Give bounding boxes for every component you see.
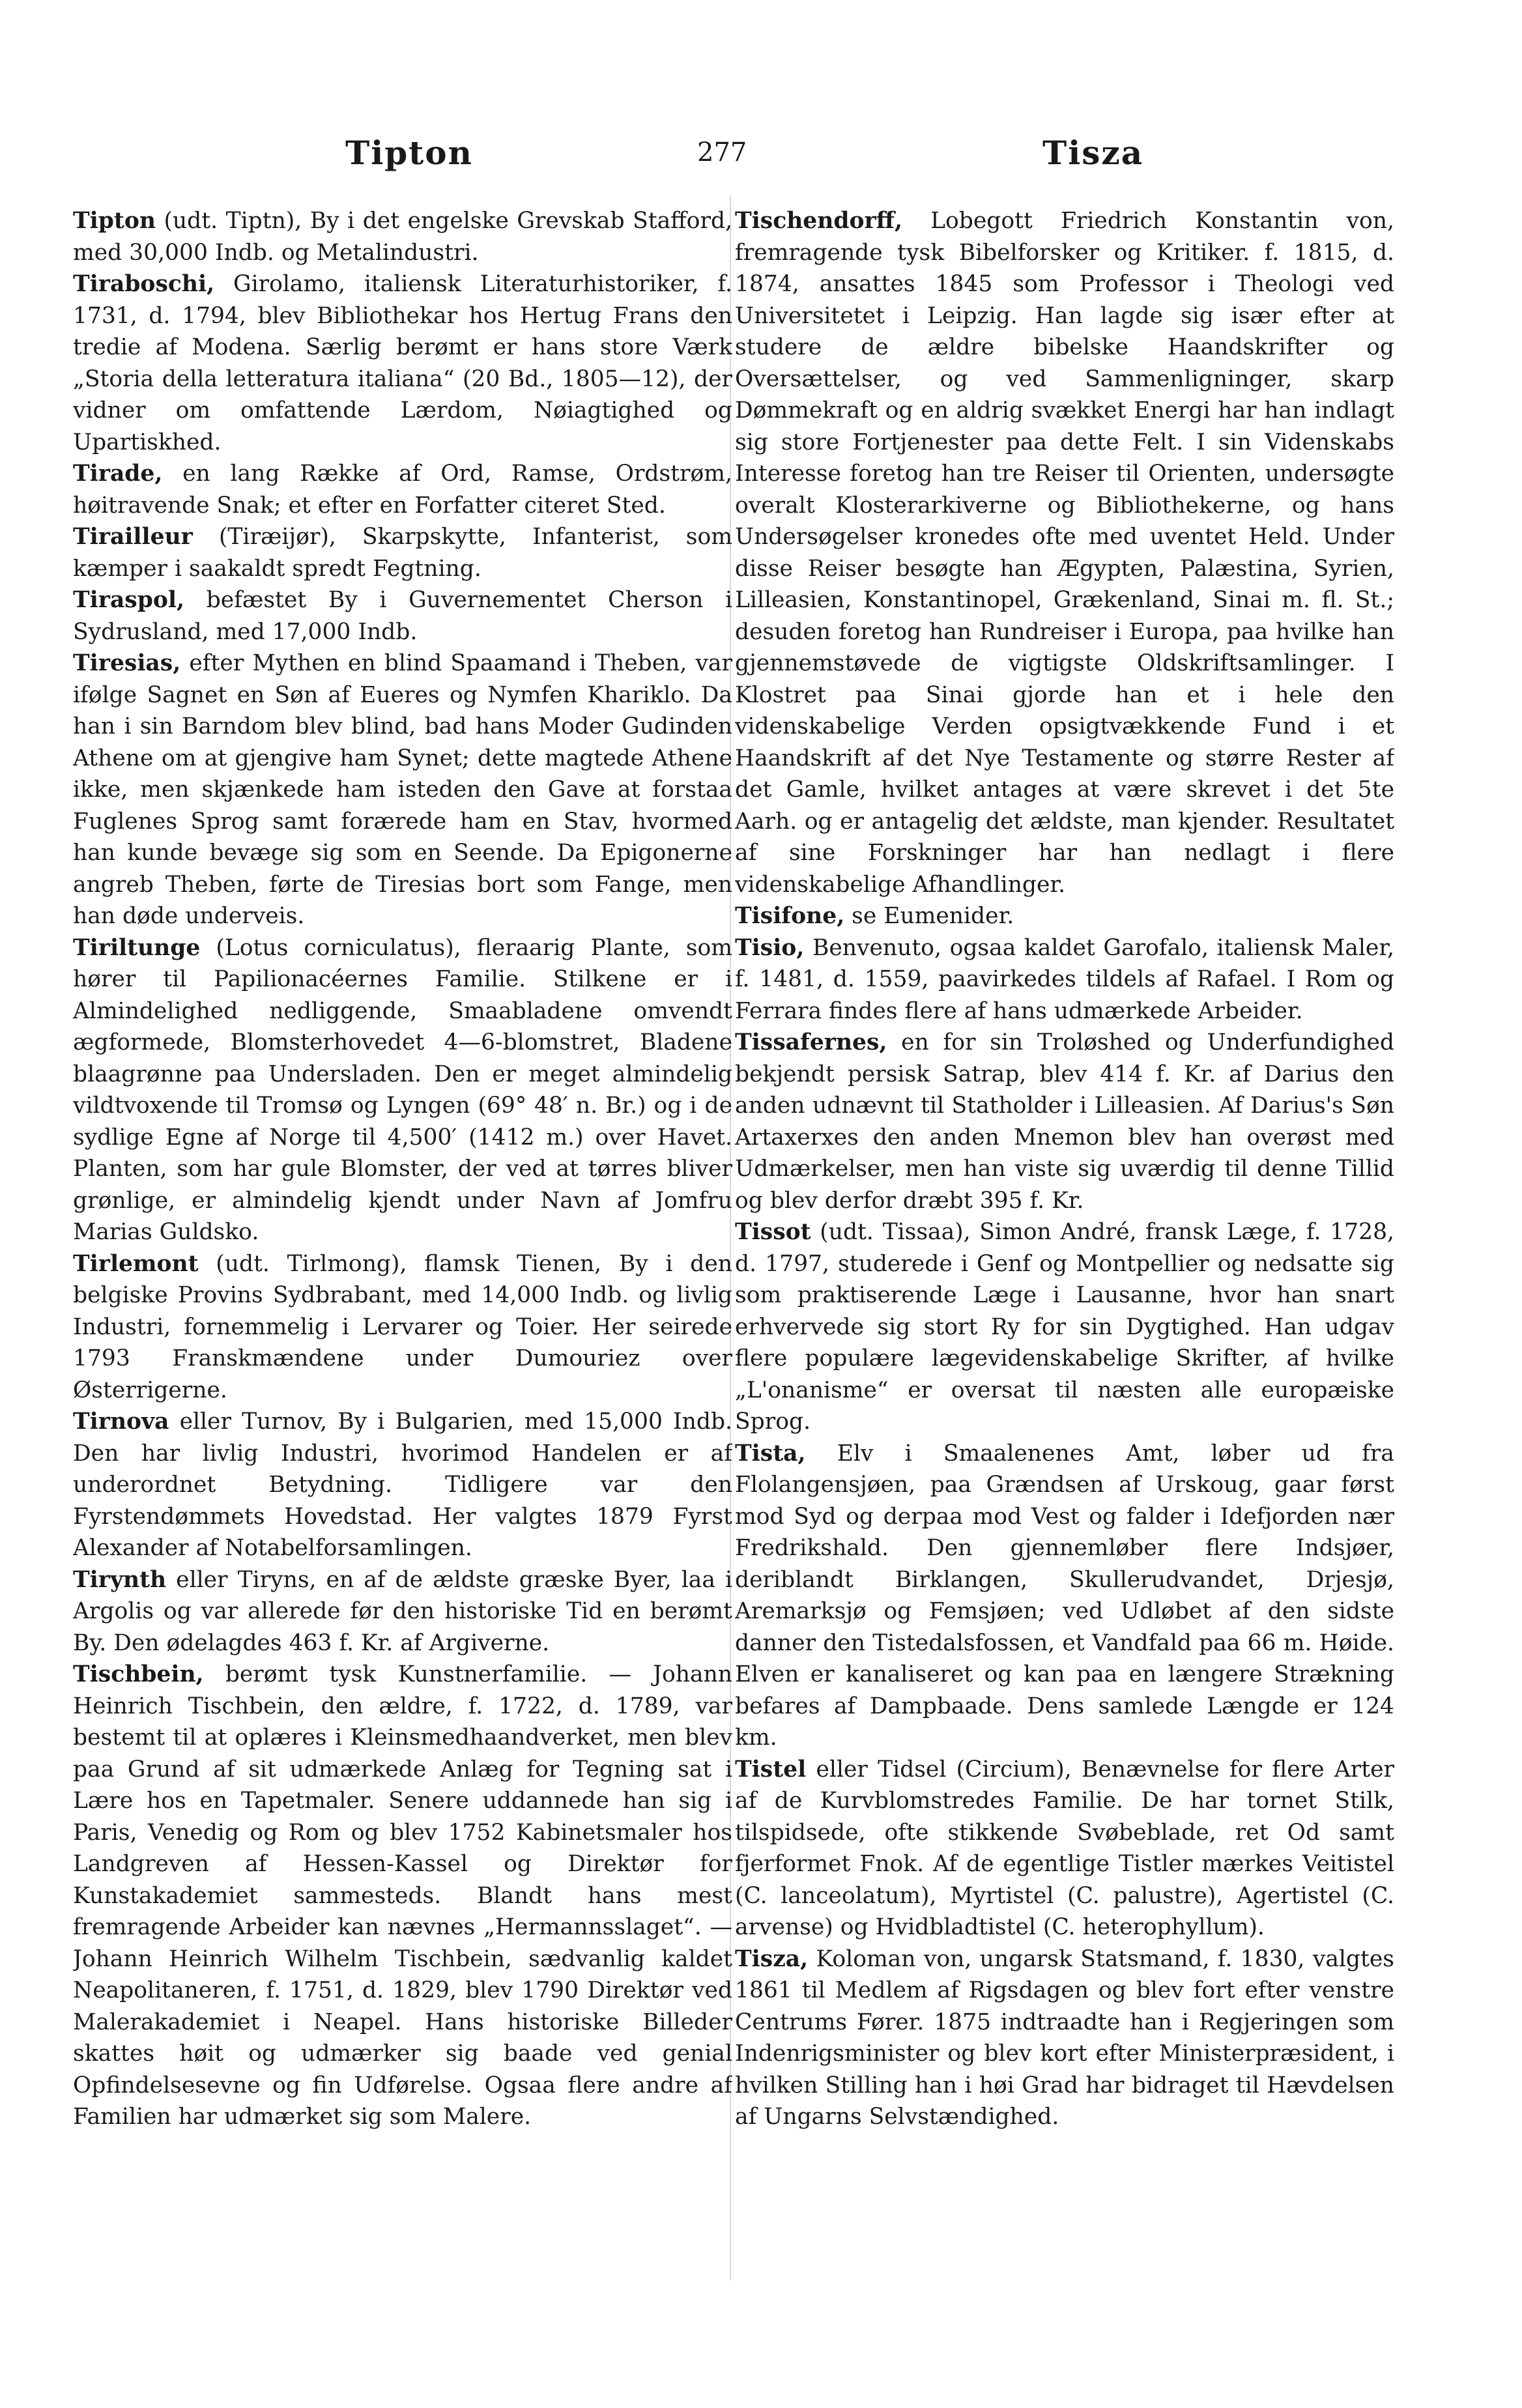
- entry-text: (Tiræijør), Skarpskytte, Infanterist, som kæmper i saakaldt spredt Fegtning.: [73, 524, 732, 582]
- headword: Tisifone,: [735, 903, 845, 929]
- right-column: [735, 205, 1394, 2394]
- entry-tisifone: [735, 900, 1394, 932]
- headword: Tirailleur: [73, 524, 193, 550]
- entry-text: Benvenuto, ogsaa kaldet Garofalo, italiensk Maler, f. 1481, d. 1559, paavirkedes tildels af Rafael. I Rom og Ferrara findes flere af hans udmærkede Arbeider.: [735, 934, 1394, 1024]
- entry-text: se Eumenider.: [844, 903, 1014, 929]
- entry-tiriltunge: [73, 932, 732, 1248]
- headword: Tipton: [73, 208, 156, 234]
- headword: Tissafernes,: [735, 1029, 887, 1055]
- entry-text: (udt. Tirlmong), flamsk Tienen, By i den belgiske Provins Sydbrabant, med 14,000 Indb. og livlig Industri, fornemmelig i Lervarer og Toier. Her seirede 1793 Franskmændene under Dumouriez over Østerrigerne.: [73, 1250, 732, 1403]
- entry-text: eller Tidsel (Circium), Benævnelse for flere Arter af de Kurvblomstredes Familie. De har tornet Stilk, tilspidsede, ofte stikkende Svøbeblade, ret Od samt fjerformet Fnok. Af de egentlige Tistler mærkes Veitistel (C. lanceolatum), Myrtistel (C. palustre), Agertistel (C. arvense) og Hvidbladtistel (C. heterophyllum).: [735, 1756, 1394, 1940]
- entry-tirnova: [73, 1406, 732, 1564]
- entry-tischbein: [73, 1659, 732, 2133]
- left-column: [73, 205, 732, 2394]
- entry-text: en lang Række af Ord, Ramse, Ordstrøm, høitravende Snak; et efter en Forfatter citeret Sted.: [73, 461, 732, 519]
- entry-text: Lobegott Friedrich Konstantin von, fremragende tysk Bibelforsker og Kritiker. f. 1815, d. 1874, ansattes 1845 som Professor i Theologi ved Universitetet i Leipzig. Han lagde sig især efter at studere de ældre bibelske Haandskrifter og Oversættelser, og ved Sammenligninger, skarp Dømmekraft og en aldrig svækket Energi har han indlagt sig store Fortjenester paa dette Felt. I sin Videnskabs Interesse foretog han tre Reiser til Orienten, undersøgte overalt Klosterarkiverne og Bibliothekerne, og hans Undersøgelser kronedes ofte med uventet Held. Under disse Reiser besøgte han Ægypten, Palæstina, Syrien, Lilleasien, Konstantinopel, Grækenland, Sinai m. fl. St.; desuden foretog han Rundreiser i Europa, paa hvilke han gjennemstøvede de vigtigste Oldskriftsamlinger. I Klostret paa Sinai gjorde han et i hele den videnskabelige Verden opsigtvækkende Fund i et Haandskrift af det Nye Testamente og større Rester af det Gamle, hvilket antages at være skrevet i det 5te Aarh. og er antagelig det ældste, man kjender. Resultatet af sine Forskninger har han nedlagt i flere videnskabelige Afhandlinger.: [735, 208, 1394, 898]
- headword: Tisza,: [735, 1945, 809, 1972]
- headword: Tischendorff,: [735, 208, 902, 234]
- entry-tirade: [73, 458, 732, 521]
- entry-tiraspol: [73, 584, 732, 648]
- entry-tiraboschi: [73, 268, 732, 458]
- left-running-head: Tipton: [345, 134, 473, 172]
- entry-text: eller Turnov, By i Bulgarien, med 15,000 Indb. Den har livlig Industri, hvorimod Handelen er af underordnet Betydning. Tidligere var den Fyrstendømmets Hovedstad. Her valgtes 1879 Fyrst Alexander af Notabelforsamlingen.: [73, 1409, 732, 1561]
- entry-text: Elv i Smaalenenes Amt, løber ud fra Flolangensjøen, paa Grændsen af Urskoug, gaar først mod Syd og derpaa mod Vest og falder i Idefjorden nær Fredrikshald. Den gjennemløber flere Indsjøer, deriblandt Birklangen, Skullerudvandet, Drjesjø, Aremarksjø og Femsjøen; ved Udløbet af den sidste danner den Tistedalsfossen, et Vandfald paa 66 m. Høide. Elven er kanaliseret og kan paa en længere Strækning befares af Dampbaade. Dens samlede Længde er 124 km.: [735, 1440, 1394, 1751]
- headword: Tistel: [735, 1756, 807, 1783]
- headword: Tirnova: [73, 1409, 169, 1435]
- entry-tirailleur: [73, 521, 732, 584]
- headword: Tisio,: [735, 934, 805, 961]
- headword: Tiresias,: [73, 650, 181, 676]
- headword: Tiraspol,: [73, 587, 184, 613]
- page-header: [0, 134, 1522, 179]
- entry-tisio: [735, 932, 1394, 1027]
- entry-tissafernes: [735, 1027, 1394, 1216]
- headword: Tirade,: [73, 461, 163, 487]
- headword: Tirlemont: [73, 1250, 199, 1277]
- headword: Tista,: [735, 1440, 806, 1467]
- entry-tisza: [735, 1943, 1394, 2133]
- entry-tipton: [73, 205, 732, 268]
- entry-text: efter Mythen en blind Spaamand i Theben, var ifølge Sagnet en Søn af Eueres og Nymfen Khariklo. Da han i sin Barndom blev blind, bad hans Moder Gudinden Athene om at gjengive ham Synet; dette magtede Athene ikke, men skjænkede ham isteden den Gave at forstaa Fuglenes Sprog samt forærede ham en Stav, hvormed han kunde bevæge sig som en Seende. Da Epigonerne angreb Theben, førte de Tiresias bort som Fange, men han døde underveis.: [73, 650, 732, 929]
- page-number: 277: [697, 137, 747, 167]
- entry-text: Koloman von, ungarsk Statsmand, f. 1830, valgtes 1861 til Medlem af Rigsdagen og blev fort efter venstre Centrums Fører. 1875 indtraadte han i Regjeringen som Indenrigsminister og blev kort efter Ministerpræsident, i hvilken Stilling han i høi Grad har bidraget til Hævdelsen af Ungarns Selvstændighed.: [735, 1945, 1394, 2130]
- entry-text: eller Tiryns, en af de ældste græske Byer, laa i Argolis og var allerede før den historiske Tid en berømt By. Den ødelagdes 463 f. Kr. af Argiverne.: [73, 1566, 732, 1656]
- headword: Tirynth: [73, 1566, 167, 1593]
- entry-text: (udt. Tissaa), Simon André, fransk Læge, f. 1728, d. 1797, studerede i Genf og Montpellier og nedsatte sig som praktiserende Læge i Lausanne, hvor han snart erhvervede sig stort Ry for sin Dygtighed. Han udgav flere populære lægevidenskabelige Skrifter, af hvilke „L'onanisme“ er oversat til næsten alle europæiske Sprog.: [735, 1219, 1394, 1435]
- entry-text: (Lotus corniculatus), fleraarig Plante, som hører til Papilionacéernes Familie. Stilkene er i Almindelighed nedliggende, Smaabladene omvendt ægformede, Blomsterhovedet 4—6-blomstret, Bladene blaagrønne paa Undersladen. Den er meget almindelig vildtvoxende til Tromsø og Lyngen (69° 48′ n. Br.) og i de sydlige Egne af Norge til 4,500′ (1412 m.) over Havet. Planten, som har gule Blomster, der ved at tørres bliver grønlige, er almindelig kjendt under Navn af Jomfru Marias Guldsko.: [73, 934, 732, 1245]
- entry-tissot: [735, 1216, 1394, 1438]
- headword: Tiriltunge: [73, 934, 201, 961]
- entry-tirlemont: [73, 1248, 732, 1407]
- entry-text: en for sin Troløshed og Underfundighed bekjendt persisk Satrap, blev 414 f. Kr. af Darius den anden udnævnt til Statholder i Lilleasien. Af Darius's Søn Artaxerxes den anden Mnemon blev han overøst med Udmærkelser, men han viste sig uværdig til denne Tillid og blev derfor dræbt 395 f. Kr.: [735, 1029, 1394, 1214]
- headword: Tischbein,: [73, 1661, 204, 1687]
- entry-tischendorff: [735, 205, 1394, 900]
- headword: Tissot: [735, 1219, 811, 1245]
- entry-text: befæstet By i Guvernementet Cherson i Sydrusland, med 17,000 Indb.: [73, 587, 732, 645]
- headword: Tiraboschi,: [73, 271, 215, 297]
- entry-tista: [735, 1438, 1394, 1754]
- entry-tirynth: [73, 1564, 732, 1659]
- entry-text: (udt. Tiptn), By i det engelske Grevskab Stafford, med 30,000 Indb. og Metalindustri.: [73, 208, 732, 266]
- entry-text: Girolamo, italiensk Literaturhistoriker, f. 1731, d. 1794, blev Bibliothekar hos Hertug Frans den tredie af Modena. Særlig berømt er hans store Værk „Storia della letteratura italiana“ (20 Bd., 1805—12), der vidner om omfattende Lærdom, Nøiagtighed og Upartiskhed.: [73, 271, 732, 455]
- entry-tistel: [735, 1754, 1394, 1943]
- entry-tiresias: [73, 648, 732, 932]
- entry-text: berømt tysk Kunstnerfamilie. — Johann Heinrich Tischbein, den ældre, f. 1722, d. 1789, var bestemt til at oplæres i Kleinsmedhaandverket, men blev paa Grund af sit udmærkede Anlæg for Tegning sat i Lære hos en Tapetmaler. Senere uddannede han sig i Paris, Venedig og Rom og blev 1752 Kabinetsmaler hos Landgreven af Hessen-Kassel og Direktør for Kunstakademiet sammesteds. Blandt hans mest fremragende Arbeider kan nævnes „Hermannsslaget“. — Johann Heinrich Wilhelm Tischbein, sædvanlig kaldet Neapolitaneren, f. 1751, d. 1829, blev 1790 Direktør ved Malerakademiet i Neapel. Hans historiske Billeder skattes høit og udmærker sig baade ved genial Opfindelsesevne og fin Udførelse. Ogsaa flere andre af Familien har udmærket sig som Malere.: [73, 1661, 732, 2130]
- right-running-head: Tisza: [1042, 134, 1144, 172]
